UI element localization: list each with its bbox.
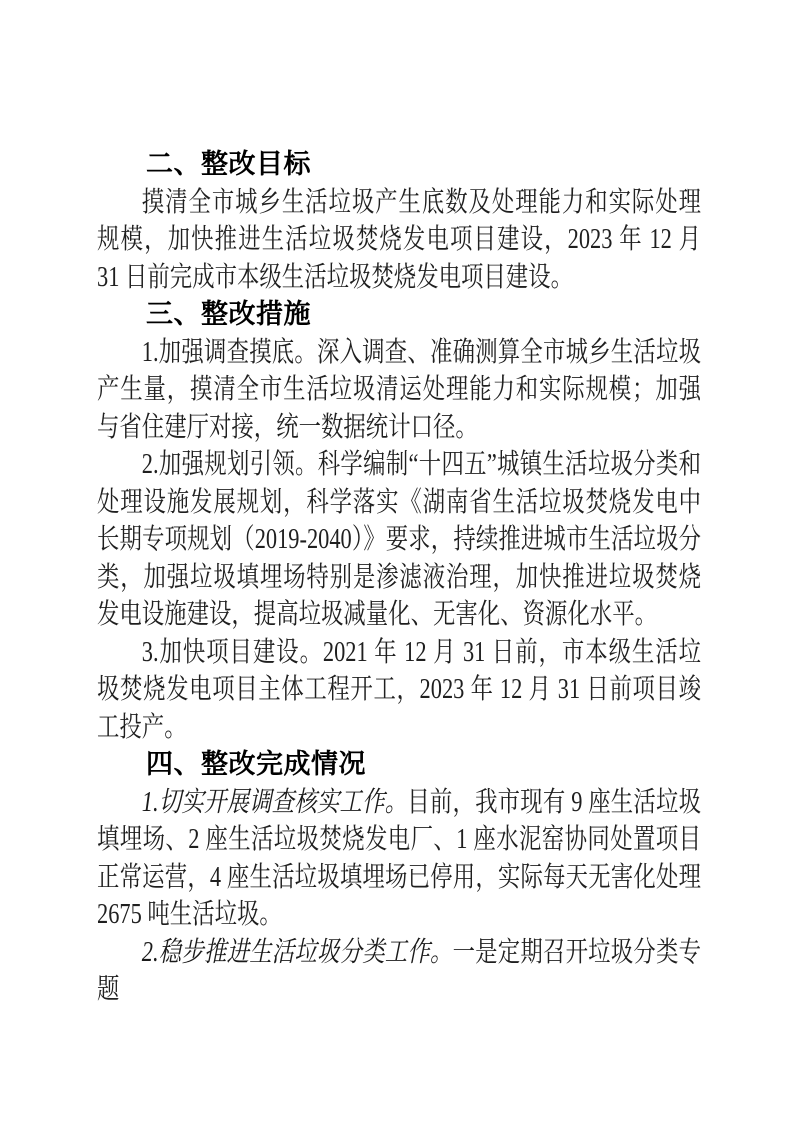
section-heading: 四、整改完成情况 — [146, 749, 366, 779]
paragraph — [97, 634, 701, 747]
paragraph — [97, 184, 701, 297]
paragraph-text: 一是定期召开垃圾分类专题 — [97, 936, 701, 1005]
paragraph — [97, 934, 701, 1009]
paragraph-text: 3.加快项目建设。2021 年 12 月 31 日前，市本级生活垃圾焚烧发电项目主体工程开工，2023 年 12 月 31 日前项目竣工投产。 — [97, 636, 702, 743]
paragraph-text: 2.加强规划引领。科学编制“十四五”城镇生活垃圾分类和处理设施发展规划，科学落实《湖南省生活垃圾焚烧发电中长期专项规划（2019-2040）》要求，持续推进城市生活垃圾分类，加强垃圾填埋场特别是渗滤液治理，加快推进垃圾焚烧发电设施建设，提高垃圾减量化、无害化、资源化水平。 — [97, 449, 702, 630]
paragraph-lead-emphasis: 2.稳步推进生活垃圾分类工作。 — [141, 936, 453, 968]
paragraph — [97, 446, 701, 634]
section-heading: 三、整改措施 — [146, 299, 311, 329]
paragraph-text: 摸清全市城乡生活垃圾产生底数及处理能力和实际处理规模，加快推进生活垃圾焚烧发电项目建设，2023 年 12 月 31 日前完成市本级生活垃圾焚烧发电项目建设。 — [97, 186, 702, 293]
paragraph-text: 目前，我市现有 9 座生活垃圾填埋场、2 座生活垃圾焚烧发电厂、1 座水泥窑协同处置项目正常运营，4 座生活垃圾填埋场已停用，实际每天无害化处理 2675 吨生活垃圾。 — [97, 786, 701, 930]
document-body — [97, 146, 703, 1009]
section-heading: 二、整改目标 — [146, 149, 311, 179]
paragraph — [97, 784, 701, 934]
paragraph-text: 1.加强调查摸底。深入调查、准确测算全市城乡生活垃圾产生量，摸清全市生活垃圾清运处理能力和实际规模；加强与省住建厅对接，统一数据统计口径。 — [97, 336, 702, 443]
paragraph-lead-emphasis: 1.切实开展调查核实工作。 — [141, 786, 408, 818]
paragraph — [97, 334, 701, 447]
